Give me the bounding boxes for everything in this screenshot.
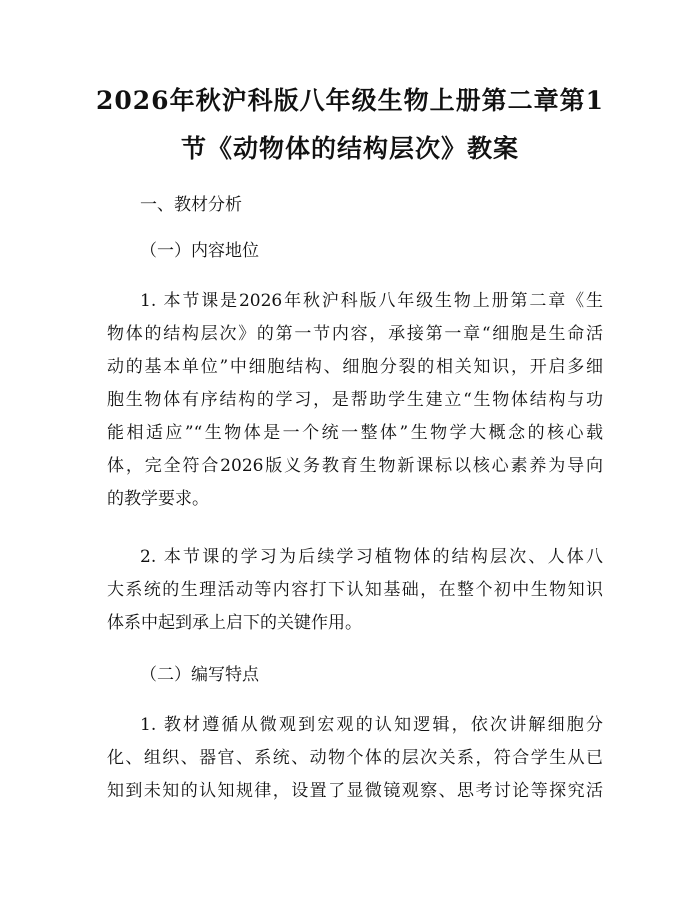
paragraph-3-line: 化、组织、器官、系统、动物个体的层次关系，符合学生从已 xyxy=(107,748,603,768)
paragraph-2-line: 体系中起到承上启下的关键作用。 xyxy=(107,613,362,633)
document-title-line-2: 节《动物体的结构层次》教案 xyxy=(180,134,519,163)
paragraph-1-line: 体，完全符合2026版义务教育生物新课标以核心素养为导向 xyxy=(107,456,603,476)
paragraph-2-line: 大系统的生理活动等内容打下认知基础，在整个初中生物知识 xyxy=(107,580,603,600)
paragraph-1-line: 物体的结构层次》的第一节内容，承接第一章“细胞是生命活 xyxy=(107,324,603,344)
paragraph-1-line: 动的基本单位”中细胞结构、细胞分裂的相关知识，开启多细 xyxy=(107,357,603,377)
paragraph-1-line: 胞生物体有序结构的学习，是帮助学生建立“生物体结构与功 xyxy=(107,390,603,410)
document-title-line-1: 2026年秋沪科版八年级生物上册第二章第1 xyxy=(96,86,604,115)
paragraph-3-line: 知到未知的认知规律，设置了显微镜观察、思考讨论等探究活 xyxy=(107,781,603,801)
subsection-heading-writing-features: （二）编写特点 xyxy=(140,665,259,685)
paragraph-3-line: 1. 教材遵循从微观到宏观的认知逻辑，依次讲解细胞分 xyxy=(140,715,603,735)
paragraph-1-line: 能相适应”“生物体是一个统一整体”生物学大概念的核心载 xyxy=(107,423,603,443)
paragraph-1-line: 的教学要求。 xyxy=(107,489,209,509)
paragraph-2-line: 2. 本节课的学习为后续学习植物体的结构层次、人体八 xyxy=(140,547,603,567)
subsection-heading-content-position: （一）内容地位 xyxy=(140,241,259,261)
paragraph-1-line: 1. 本节课是2026年秋沪科版八年级生物上册第二章《生 xyxy=(140,291,603,311)
section-heading-teaching-material-analysis: 一、教材分析 xyxy=(140,195,242,215)
